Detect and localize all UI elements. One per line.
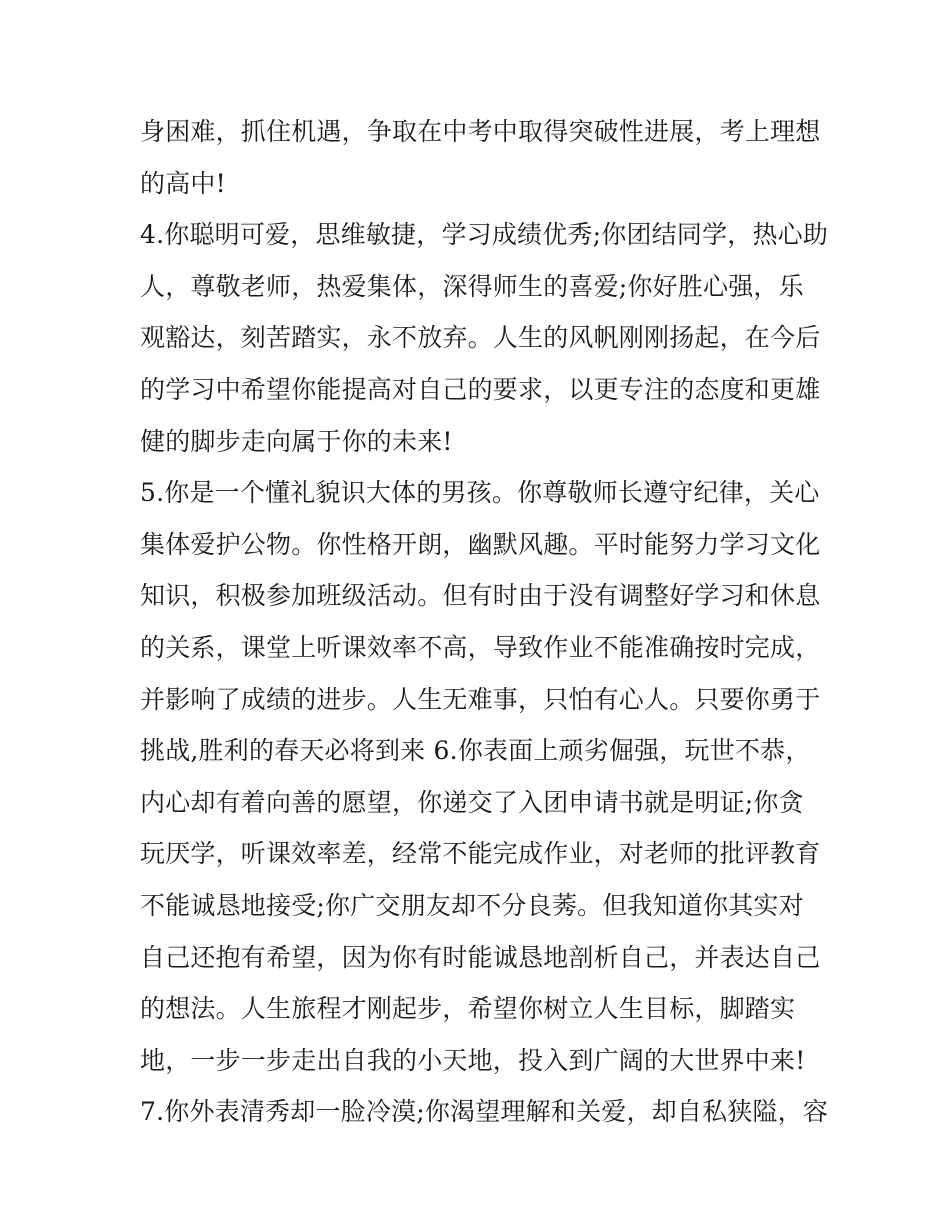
- text-line-18: 的想法。人生旅程才刚起步，希望你树立人生目标，脚踏实: [140, 994, 796, 1024]
- text-line-9: 集体爱护公物。你性格开朗，幽默风趣。平时能努力学习文化: [140, 529, 821, 559]
- text-line-11: 的关系，课堂上听课效率不高，导致作业不能准确按时完成，: [140, 632, 821, 662]
- text-line-20: 7.你外表清秀却一脸冷漠;你渴望理解和关爱，却自私狭隘，容: [140, 1097, 829, 1127]
- text-line-13: 挑战,胜利的春天必将到来 6.你表面上顽劣倔强，玩世不恭，: [140, 736, 811, 766]
- text-line-14: 内心却有着向善的愿望，你递交了入团申请书就是明证;你贪: [140, 787, 804, 817]
- body-text: [140, 106, 829, 1138]
- text-line-19: 地，一步一步走出自我的小天地，投入到广阔的大世界中来!: [140, 1045, 806, 1075]
- text-line-17: 自己还抱有希望，因为你有时能诚恳地剖析自己，并表达自己: [140, 942, 821, 972]
- text-line-5: 观豁达，刻苦踏实，永不放弃。人生的风帆刚刚扬起，在今后: [140, 323, 821, 353]
- text-line-3: 4.你聪明可爱，思维敏捷，学习成绩优秀;你团结同学，热心助: [140, 220, 829, 250]
- text-line-1: 身困难，抓住机遇，争取在中考中取得突破性进展，考上理想: [140, 117, 821, 146]
- text-line-15: 玩厌学，听课效率差，经常不能完成作业，对老师的批评教育: [140, 839, 821, 869]
- text-line-7: 健的脚步走向属于你的未来!: [140, 426, 453, 456]
- text-line-10: 知识，积极参加班级活动。但有时由于没有调整好学习和休息: [140, 581, 821, 611]
- text-line-12: 并影响了成绩的进步。人生无难事，只怕有心人。只要你勇于: [140, 684, 821, 714]
- text-line-16: 不能诚恳地接受;你广交朋友却不分良莠。但我知道你其实对: [140, 890, 804, 920]
- text-line-6: 的学习中希望你能提高对自己的要求，以更专注的态度和更雄: [140, 374, 821, 404]
- text-line-4: 人，尊敬老师，热爱集体，深得师生的喜爱;你好胜心强，乐: [140, 271, 804, 301]
- text-line-8: 5.你是一个懂礼貌识大体的男孩。你尊敬师长遵守纪律，关心: [140, 478, 820, 508]
- text-line-2: 的高中!: [140, 168, 226, 198]
